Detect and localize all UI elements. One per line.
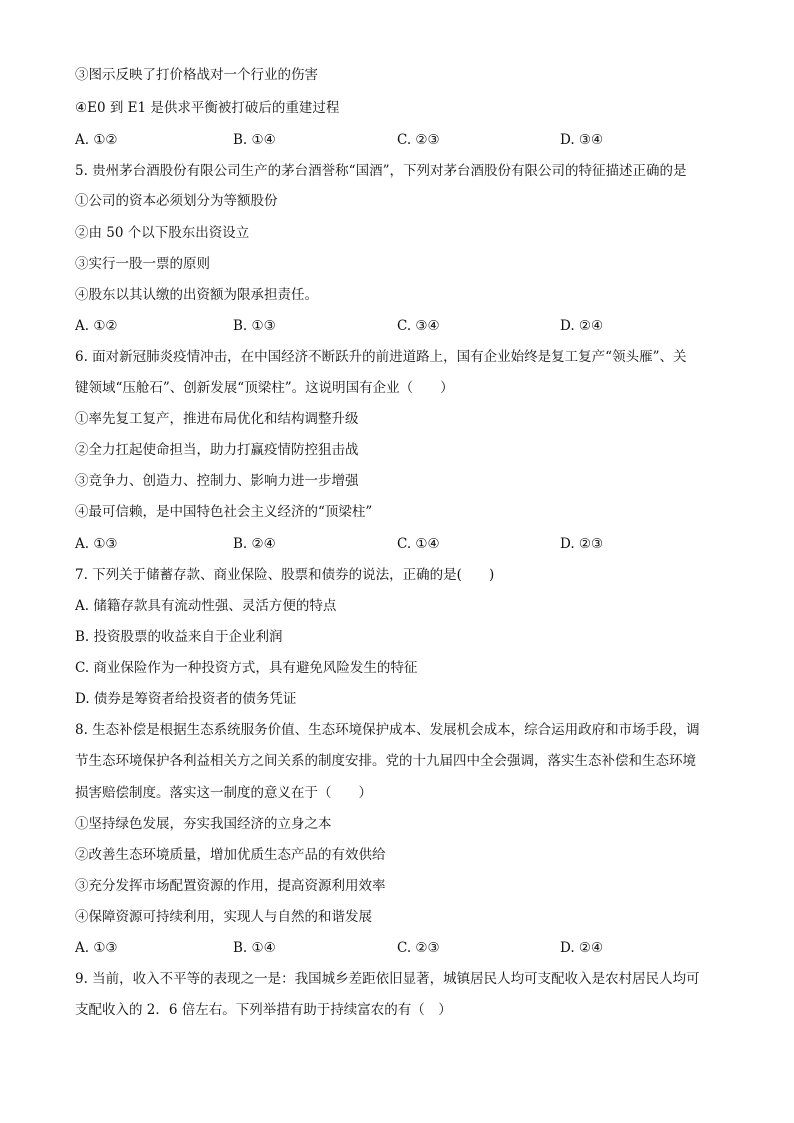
- q7-stem: 7. 下列关于储蓄存款、商业保险、股票和债券的说法，正确的是( ): [75, 567, 495, 583]
- q4-statement-4: ④E0 到 E1 是供求平衡被打破后的重建过程: [75, 100, 340, 116]
- q5-statement-1: ①公司的资本必须划分为等额股份: [75, 193, 278, 209]
- q6-stem-line-2: 键领域“压舱石”、创新发展“顶梁柱”。这说明国有企业（ ）: [75, 380, 454, 396]
- q5-statement-2: ②由 50 个以下股东出资设立: [75, 225, 250, 241]
- q5-statement-4: ④股东以其认缴的出资额为限承担责任。: [75, 287, 318, 303]
- q8-stem-line-2: 节生态环境保护各利益相关方之间关系的制度安排。党的十九届四中全会强调，落实生态补偿和生态环境: [75, 753, 696, 769]
- q4-option-a: A. ①②: [75, 132, 118, 148]
- q4-options: [75, 131, 715, 149]
- q9-stem-line-1: 9. 当前，收入不平等的表现之一是：我国城乡差距依旧显著，城镇居民人均可支配收入是农村居民人均可: [75, 971, 700, 987]
- q5-option-d: D. ②④: [560, 318, 604, 334]
- q7-option-d: D. 债券是筹资者给投资者的债务凭证: [75, 691, 297, 707]
- q8-option-d: D. ②④: [560, 940, 604, 956]
- q5-options: [75, 317, 715, 335]
- q6-stem-line-1: 6. 面对新冠肺炎疫情冲击，在中国经济不断跃升的前进道路上，国有企业始终是复工复产“领头雁”、关: [75, 349, 687, 365]
- q8-option-b: B. ①④: [233, 940, 276, 956]
- q4-option-b: B. ①④: [233, 132, 276, 148]
- q6-statement-2: ②全力扛起使命担当，助力打赢疫情防控狙击战: [75, 442, 359, 458]
- q6-option-d: D. ②③: [560, 536, 604, 552]
- q6-option-b: B. ②④: [233, 536, 276, 552]
- q5-stem: 5. 贵州茅台酒股份有限公司生产的茅台酒誉称“国酒”，下列对茅台酒股份有限公司的特征描述正确的是: [75, 163, 687, 179]
- q6-statement-3: ③竞争力、创造力、控制力、影响力进一步增强: [75, 473, 359, 489]
- q8-options: [75, 939, 715, 957]
- q4-option-d: D. ③④: [560, 132, 604, 148]
- q6-options: [75, 535, 715, 553]
- q7-option-b: B. 投资股票的收益来自于企业利润: [75, 629, 283, 645]
- q8-statement-1: ①坚持绿色发展，夯实我国经济的立身之本: [75, 816, 332, 832]
- q5-option-a: A. ①②: [75, 318, 118, 334]
- q6-option-a: A. ①③: [75, 536, 118, 552]
- q7-option-c: C. 商业保险作为一种投资方式，具有避免风险发生的特征: [75, 660, 418, 676]
- q8-statement-4: ④保障资源可持续利用，实现人与自然的和谐发展: [75, 909, 372, 925]
- q5-option-b: B. ①③: [233, 318, 276, 334]
- q6-statement-4: ④最可信赖，是中国特色社会主义经济的“顶梁柱”: [75, 504, 373, 520]
- q6-option-c: C. ①④: [397, 536, 440, 552]
- q6-statement-1: ①率先复工复产，推进布局优化和结构调整升级: [75, 411, 359, 427]
- q7-option-a: A. 储籍存款具有流动性强、灵活方便的特点: [75, 598, 337, 614]
- q8-option-a: A. ①③: [75, 940, 118, 956]
- q8-statement-2: ②改善生态环境质量，增加优质生态产品的有效供给: [75, 847, 386, 863]
- q4-statement-3: ③图示反映了打价格战对一个行业的伤害: [75, 67, 318, 83]
- q8-option-c: C. ②③: [397, 940, 440, 956]
- q5-statement-3: ③实行一股一票的原则: [75, 256, 210, 272]
- q8-statement-3: ③充分发挥市场配置资源的作用，提高资源利用效率: [75, 878, 386, 894]
- q8-stem-line-1: 8. 生态补偿是根据生态系统服务价值、生态环境保护成本、发展机会成本，综合运用政府和市场手段，调: [75, 722, 700, 738]
- q8-stem-line-3: 损害赔偿制度。落实这一制度的意义在于（ ）: [75, 785, 372, 801]
- q5-option-c: C. ③④: [397, 318, 440, 334]
- q9-stem-line-2: 支配收入的 2．6 倍左右。下列举措有助于持续富农的有（ ）: [75, 1002, 452, 1018]
- q4-option-c: C. ②③: [397, 132, 440, 148]
